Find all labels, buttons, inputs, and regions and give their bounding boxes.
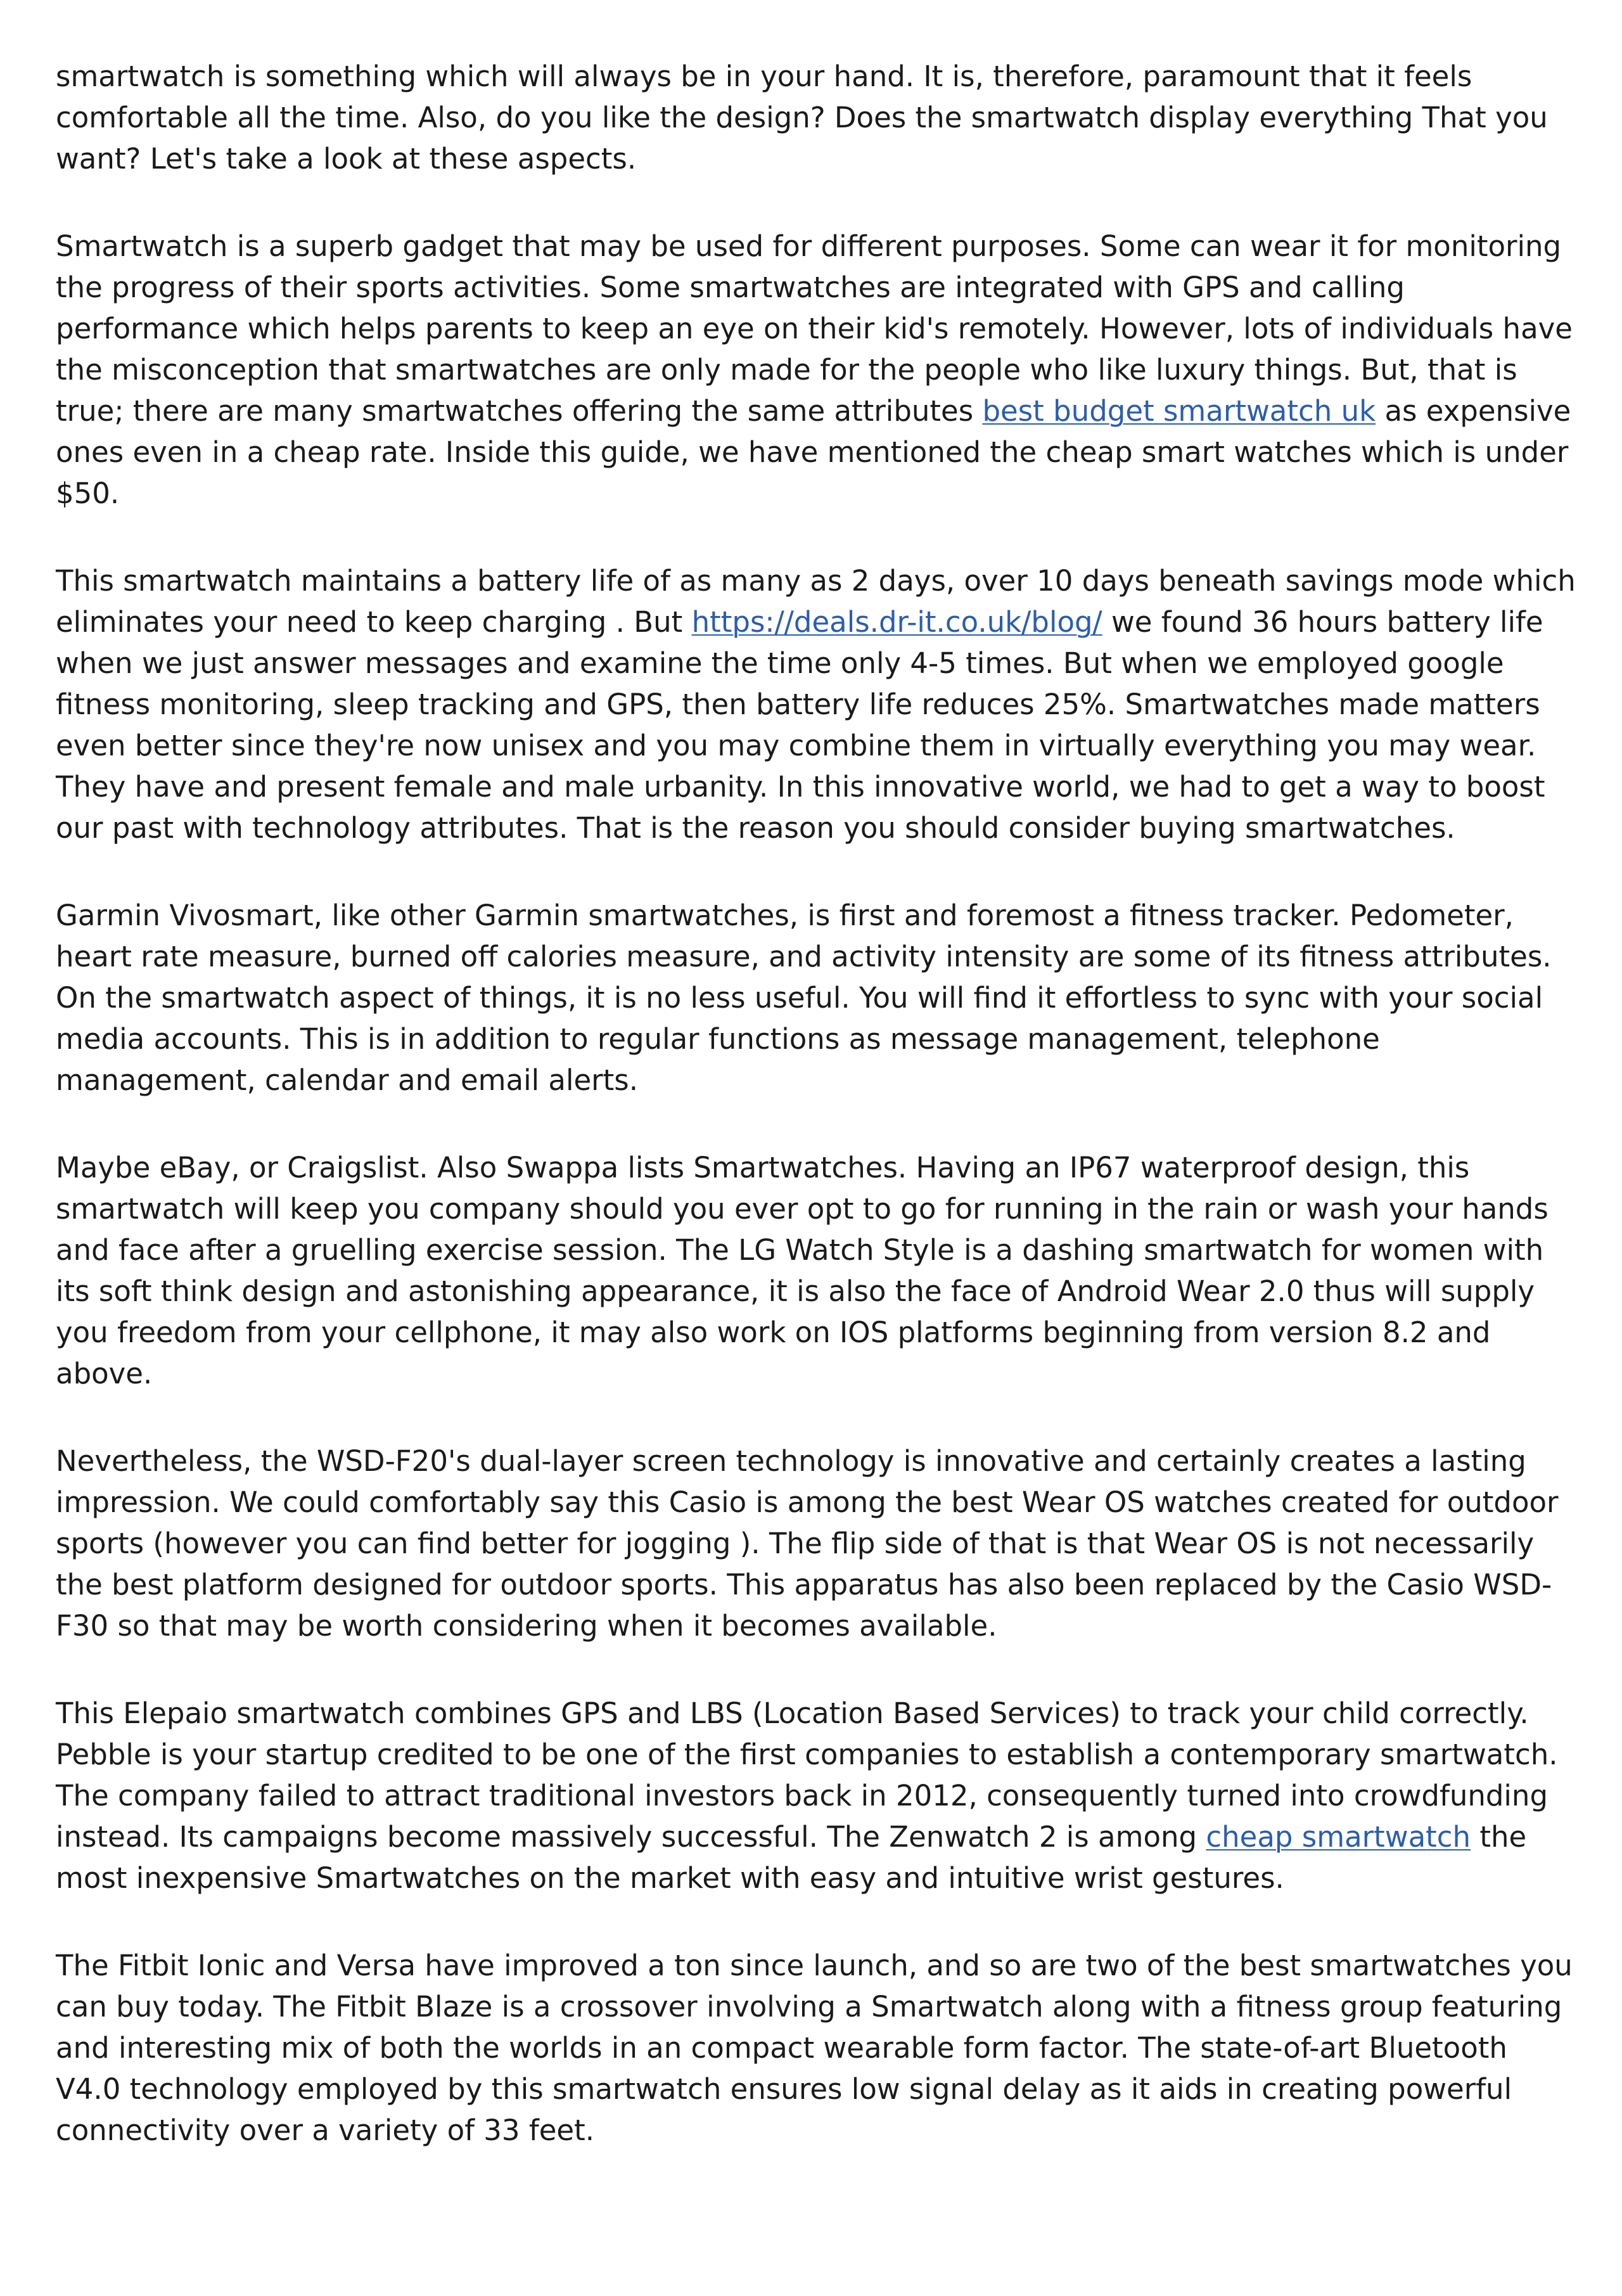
paragraph-4: [56, 895, 1576, 1101]
paragraph-5: [56, 1147, 1576, 1394]
paragraph-text: Garmin Vivosmart, like other Garmin smartwatches, is first and foremost a fitness tracker. Pedometer, heart rate measure, burned off calories measure, and activity intensity are some of its fitness attributes. On the smartwatch aspect of things, it is no less useful. You will find it effortless to sync with your social media accounts. This is in addition to regular functions as message management, telephone management, calendar and email alerts.: [56, 899, 1552, 1097]
deals-blog-link[interactable]: https://deals.dr-it.co.uk/blog/: [691, 605, 1102, 639]
paragraph-text: we found 36 hours battery life when we just answer messages and examine the time only 4-5 times. But when we employed google fitness monitoring, sleep tracking and GPS, then battery life reduces 25%. Smartwatches made matters even better since they're now unisex and you may combine them in virtually everything you may wear. They have and present female and male urbanity. In this innovative world, we had to get a way to boost our past with technology attributes. That is the reason you should consider buying smartwatches.: [56, 605, 1545, 845]
paragraph-8: [56, 1945, 1576, 2151]
paragraph-text: This smartwatch maintains a battery life of as many as 2 days, over 10 days beneath savings mode which eliminates your need to keep charging . But: [56, 564, 1576, 639]
paragraph-3: [56, 560, 1576, 849]
paragraph-7: [56, 1693, 1576, 1899]
article-body: [56, 56, 1576, 2197]
paragraph-text: as expensive ones even in a cheap rate. Inside this guide, we have mentioned the cheap smart watches which is under $50.: [56, 394, 1571, 510]
paragraph-text: Smartwatch is a superb gadget that may be used for different purposes. Some can wear it for monitoring the progress of their sports activities. Some smartwatches are integrated with GPS and calling performance which helps parents to keep an eye on their kid's remotely. However, lots of individuals have the misconception that smartwatches are only made for the people who like luxury things. But, that is true; there are many smartwatches offering the same attributes: [56, 229, 1573, 428]
paragraph-text: the most inexpensive Smartwatches on the market with easy and intuitive wrist gestures.: [56, 1820, 1527, 1895]
paragraph-text: Nevertheless, the WSD-F20's dual-layer screen technology is innovative and certainly creates a lasting impression. We could comfortably say this Casio is among the best Wear OS watches created for outdoor sports (however you can find better for jogging ). The flip side of that is that Wear OS is not necessarily the best platform designed for outdoor sports. This apparatus has also been replaced by the Casio WSD-F30 so that may be worth considering when it becomes available.: [56, 1444, 1559, 1643]
paragraph-6: [56, 1440, 1576, 1646]
paragraph-1: [56, 56, 1576, 179]
best-budget-smartwatch-link[interactable]: best budget smartwatch uk: [982, 394, 1376, 428]
paragraph-text: smartwatch is something which will always be in your hand. It is, therefore, paramount that it feels comfortable all the time. Also, do you like the design? Does the smartwatch display everything That you want? Let's take a look at these aspects.: [56, 60, 1548, 176]
paragraph-text: This Elepaio smartwatch combines GPS and LBS (Location Based Services) to track your child correctly. Pebble is your startup credited to be one of the first companies to establish a contemporary smartwatch. The company failed to attract traditional investors back in 2012, consequently turned into crowdfunding instead. Its campaigns become massively successful. The Zenwatch 2 is among: [56, 1696, 1558, 1854]
paragraph-text: The Fitbit Ionic and Versa have improved a ton since launch, and so are two of the best smartwatches you can buy today. The Fitbit Blaze is a crossover involving a Smartwatch along with a fitness group featuring and interesting mix of both the worlds in an compact wearable form factor. The state-of-art Bluetooth V4.0 technology employed by this smartwatch ensures low signal delay as it aids in creating powerful connectivity over a variety of 33 feet.: [56, 1949, 1573, 2147]
cheap-smartwatch-link[interactable]: cheap smartwatch: [1206, 1820, 1471, 1854]
paragraph-text: Maybe eBay, or Craigslist. Also Swappa lists Smartwatches. Having an IP67 waterproof design, this smartwatch will keep you company should you ever opt to go for running in the rain or wash your hands and face after a gruelling exercise session. The LG Watch Style is a dashing smartwatch for women with its soft think design and astonishing appearance, it is also the face of Android Wear 2.0 thus will supply you freedom from your cellphone, it may also work on IOS platforms beginning from version 8.2 and above.: [56, 1151, 1549, 1390]
paragraph-2: [56, 226, 1576, 514]
